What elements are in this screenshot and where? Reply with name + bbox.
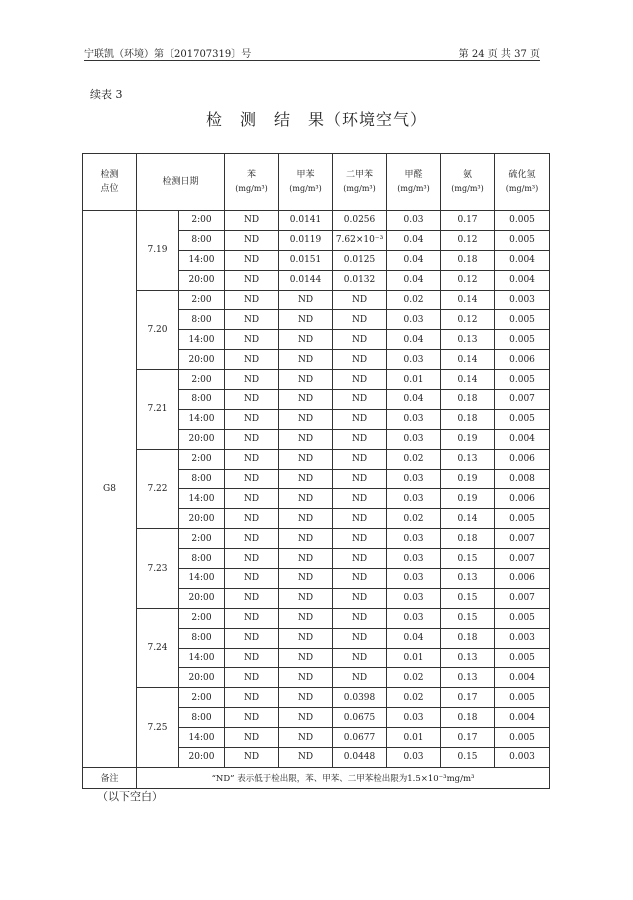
- value-cell: 0.004: [495, 429, 550, 449]
- value-cell: ND: [279, 390, 333, 410]
- value-cell: 0.03: [387, 469, 441, 489]
- value-cell: ND: [279, 569, 333, 589]
- value-cell: 0.03: [387, 748, 441, 768]
- value-cell: ND: [225, 728, 279, 748]
- note-row: [83, 767, 550, 788]
- value-cell: ND: [279, 310, 333, 330]
- value-cell: ND: [279, 290, 333, 310]
- value-cell: 0.03: [387, 608, 441, 628]
- value-cell: 0.13: [441, 648, 495, 668]
- time-cell: 14:00: [179, 648, 225, 668]
- value-cell: ND: [279, 469, 333, 489]
- value-cell: 0.004: [495, 668, 550, 688]
- date-cell: 7.23: [137, 529, 179, 609]
- value-cell: ND: [225, 449, 279, 469]
- value-cell: 0.02: [387, 688, 441, 708]
- report-number: 宁联凯（环境）第〔201707319〕号: [84, 49, 252, 60]
- value-cell: 0.04: [387, 628, 441, 648]
- page-title: 检 测 结 果（环境空气）: [205, 110, 427, 129]
- time-cell: 14:00: [179, 728, 225, 748]
- value-cell: 0.005: [495, 330, 550, 350]
- date-cell: 7.25: [137, 688, 179, 768]
- value-cell: 0.008: [495, 469, 550, 489]
- time-cell: 14:00: [179, 250, 225, 270]
- value-cell: ND: [333, 409, 387, 429]
- time-cell: 20:00: [179, 588, 225, 608]
- value-cell: 0.03: [387, 549, 441, 569]
- value-cell: 0.03: [387, 588, 441, 608]
- value-cell: 0.0151: [279, 250, 333, 270]
- value-cell: ND: [279, 688, 333, 708]
- value-cell: 0.03: [387, 529, 441, 549]
- value-cell: 0.0132: [333, 270, 387, 290]
- value-cell: ND: [225, 469, 279, 489]
- time-cell: 2:00: [179, 449, 225, 469]
- value-cell: 0.005: [495, 310, 550, 330]
- value-cell: ND: [225, 370, 279, 390]
- value-cell: ND: [333, 290, 387, 310]
- value-cell: 0.19: [441, 489, 495, 509]
- value-cell: 0.006: [495, 489, 550, 509]
- value-cell: ND: [333, 370, 387, 390]
- value-cell: ND: [333, 469, 387, 489]
- value-cell: ND: [279, 529, 333, 549]
- value-cell: ND: [279, 509, 333, 529]
- value-cell: 0.02: [387, 509, 441, 529]
- header-column: 硫化氢 (mg/m³): [495, 154, 550, 211]
- table-row: [83, 211, 550, 231]
- value-cell: ND: [225, 608, 279, 628]
- header-divider: [84, 60, 540, 61]
- value-cell: 0.02: [387, 449, 441, 469]
- table-row: [83, 449, 550, 469]
- table-row: [83, 608, 550, 628]
- value-cell: 0.18: [441, 409, 495, 429]
- value-cell: 0.005: [495, 409, 550, 429]
- value-cell: 0.003: [495, 748, 550, 768]
- value-cell: ND: [225, 549, 279, 569]
- value-cell: 0.18: [441, 708, 495, 728]
- value-cell: 0.03: [387, 310, 441, 330]
- value-cell: 0.003: [495, 628, 550, 648]
- value-cell: ND: [225, 748, 279, 768]
- value-cell: 0.004: [495, 708, 550, 728]
- value-cell: 0.007: [495, 529, 550, 549]
- value-cell: ND: [279, 350, 333, 370]
- value-cell: 0.005: [495, 728, 550, 748]
- value-cell: ND: [225, 588, 279, 608]
- time-cell: 8:00: [179, 549, 225, 569]
- header-column: 二甲苯 (mg/m³): [333, 154, 387, 211]
- table-row: [83, 290, 550, 310]
- value-cell: 0.004: [495, 270, 550, 290]
- value-cell: ND: [333, 429, 387, 449]
- value-cell: 0.18: [441, 390, 495, 410]
- blank-below-note: （以下空白）: [97, 790, 163, 803]
- value-cell: ND: [279, 489, 333, 509]
- value-cell: 0.12: [441, 310, 495, 330]
- time-cell: 14:00: [179, 489, 225, 509]
- value-cell: ND: [279, 409, 333, 429]
- value-cell: 0.04: [387, 250, 441, 270]
- value-cell: 0.03: [387, 429, 441, 449]
- value-cell: ND: [333, 648, 387, 668]
- value-cell: ND: [225, 409, 279, 429]
- value-cell: ND: [333, 588, 387, 608]
- value-cell: ND: [225, 230, 279, 250]
- results-table: [82, 153, 550, 789]
- value-cell: 0.01: [387, 648, 441, 668]
- date-cell: 7.22: [137, 449, 179, 529]
- value-cell: 0.15: [441, 588, 495, 608]
- value-cell: 0.01: [387, 728, 441, 748]
- value-cell: ND: [225, 688, 279, 708]
- value-cell: ND: [279, 449, 333, 469]
- value-cell: 0.005: [495, 509, 550, 529]
- value-cell: 0.005: [495, 648, 550, 668]
- value-cell: ND: [225, 628, 279, 648]
- time-cell: 20:00: [179, 429, 225, 449]
- value-cell: ND: [279, 648, 333, 668]
- value-cell: 0.0125: [333, 250, 387, 270]
- time-cell: 14:00: [179, 569, 225, 589]
- time-cell: 2:00: [179, 529, 225, 549]
- value-cell: 0.17: [441, 688, 495, 708]
- header-column: 苯 (mg/m³): [225, 154, 279, 211]
- value-cell: ND: [279, 608, 333, 628]
- value-cell: 0.19: [441, 469, 495, 489]
- header-column: 氨 (mg/m³): [441, 154, 495, 211]
- time-cell: 8:00: [179, 469, 225, 489]
- value-cell: 0.04: [387, 390, 441, 410]
- value-cell: 0.003: [495, 290, 550, 310]
- value-cell: 0.01: [387, 370, 441, 390]
- time-cell: 2:00: [179, 290, 225, 310]
- value-cell: ND: [279, 668, 333, 688]
- value-cell: 0.007: [495, 588, 550, 608]
- value-cell: ND: [279, 588, 333, 608]
- value-cell: ND: [279, 628, 333, 648]
- value-cell: ND: [333, 509, 387, 529]
- value-cell: 0.03: [387, 489, 441, 509]
- time-cell: 20:00: [179, 509, 225, 529]
- value-cell: 0.007: [495, 390, 550, 410]
- value-cell: ND: [333, 668, 387, 688]
- value-cell: 0.04: [387, 270, 441, 290]
- value-cell: ND: [279, 330, 333, 350]
- note-label: 备注: [83, 767, 137, 788]
- value-cell: ND: [225, 330, 279, 350]
- value-cell: 0.0448: [333, 748, 387, 768]
- header-column: 甲苯 (mg/m³): [279, 154, 333, 211]
- value-cell: 0.17: [441, 728, 495, 748]
- time-cell: 8:00: [179, 390, 225, 410]
- value-cell: ND: [279, 549, 333, 569]
- time-cell: 20:00: [179, 350, 225, 370]
- value-cell: 0.04: [387, 330, 441, 350]
- value-cell: 0.005: [495, 230, 550, 250]
- continued-table-label: 续表 3: [90, 88, 123, 101]
- time-cell: 14:00: [179, 409, 225, 429]
- value-cell: 0.0119: [279, 230, 333, 250]
- value-cell: 0.0141: [279, 211, 333, 231]
- value-cell: ND: [333, 310, 387, 330]
- value-cell: ND: [225, 509, 279, 529]
- time-cell: 8:00: [179, 628, 225, 648]
- date-cell: 7.21: [137, 370, 179, 450]
- value-cell: 0.15: [441, 549, 495, 569]
- header-point: 检测 点位: [83, 154, 137, 211]
- time-cell: 8:00: [179, 310, 225, 330]
- value-cell: 0.18: [441, 628, 495, 648]
- value-cell: ND: [333, 608, 387, 628]
- value-cell: 0.006: [495, 350, 550, 370]
- value-cell: 0.02: [387, 290, 441, 310]
- value-cell: 0.007: [495, 549, 550, 569]
- page-number: 第 24 页 共 37 页: [458, 49, 540, 60]
- header-date: 检测日期: [137, 154, 225, 211]
- value-cell: 0.13: [441, 449, 495, 469]
- value-cell: 0.004: [495, 250, 550, 270]
- date-cell: 7.24: [137, 608, 179, 688]
- value-cell: ND: [225, 290, 279, 310]
- value-cell: 0.04: [387, 230, 441, 250]
- table-row: [83, 529, 550, 549]
- time-cell: 20:00: [179, 748, 225, 768]
- value-cell: 0.005: [495, 688, 550, 708]
- value-cell: ND: [225, 489, 279, 509]
- header-column: 甲醛 (mg/m³): [387, 154, 441, 211]
- value-cell: 0.03: [387, 569, 441, 589]
- value-cell: ND: [225, 668, 279, 688]
- value-cell: 0.13: [441, 668, 495, 688]
- value-cell: 0.0256: [333, 211, 387, 231]
- value-cell: ND: [225, 708, 279, 728]
- date-cell: 7.20: [137, 290, 179, 370]
- note-text: “ND” 表示低于检出限，苯、甲苯、二甲苯检出限为1.5×10⁻³mg/m³: [137, 767, 550, 788]
- time-cell: 2:00: [179, 370, 225, 390]
- page-header: [84, 45, 540, 61]
- value-cell: ND: [225, 310, 279, 330]
- value-cell: 0.03: [387, 708, 441, 728]
- value-cell: 0.13: [441, 569, 495, 589]
- value-cell: 0.0144: [279, 270, 333, 290]
- value-cell: 0.15: [441, 608, 495, 628]
- value-cell: ND: [225, 648, 279, 668]
- value-cell: 0.006: [495, 569, 550, 589]
- value-cell: ND: [225, 429, 279, 449]
- value-cell: 0.0398: [333, 688, 387, 708]
- value-cell: ND: [279, 708, 333, 728]
- value-cell: ND: [333, 569, 387, 589]
- value-cell: 0.14: [441, 370, 495, 390]
- table-row: [83, 688, 550, 708]
- value-cell: ND: [279, 370, 333, 390]
- value-cell: ND: [333, 350, 387, 370]
- time-cell: 2:00: [179, 608, 225, 628]
- value-cell: ND: [225, 529, 279, 549]
- value-cell: 7.62×10⁻³: [333, 230, 387, 250]
- value-cell: 0.19: [441, 429, 495, 449]
- value-cell: 0.0675: [333, 708, 387, 728]
- value-cell: 0.18: [441, 250, 495, 270]
- time-cell: 2:00: [179, 688, 225, 708]
- value-cell: 0.12: [441, 230, 495, 250]
- time-cell: 8:00: [179, 708, 225, 728]
- value-cell: ND: [333, 330, 387, 350]
- value-cell: ND: [333, 628, 387, 648]
- table-row: [83, 370, 550, 390]
- value-cell: ND: [333, 549, 387, 569]
- value-cell: ND: [225, 569, 279, 589]
- value-cell: 0.14: [441, 350, 495, 370]
- value-cell: 0.006: [495, 449, 550, 469]
- value-cell: ND: [225, 390, 279, 410]
- value-cell: 0.17: [441, 211, 495, 231]
- value-cell: ND: [225, 350, 279, 370]
- value-cell: 0.18: [441, 529, 495, 549]
- value-cell: ND: [333, 529, 387, 549]
- value-cell: 0.005: [495, 370, 550, 390]
- value-cell: ND: [279, 728, 333, 748]
- value-cell: 0.12: [441, 270, 495, 290]
- point-cell: G8: [83, 211, 137, 768]
- value-cell: ND: [279, 748, 333, 768]
- value-cell: 0.02: [387, 668, 441, 688]
- value-cell: 0.005: [495, 608, 550, 628]
- value-cell: ND: [333, 390, 387, 410]
- value-cell: ND: [333, 449, 387, 469]
- value-cell: 0.14: [441, 290, 495, 310]
- value-cell: ND: [225, 250, 279, 270]
- date-cell: 7.19: [137, 211, 179, 291]
- value-cell: 0.03: [387, 211, 441, 231]
- value-cell: ND: [225, 270, 279, 290]
- value-cell: ND: [225, 211, 279, 231]
- value-cell: 0.13: [441, 330, 495, 350]
- value-cell: 0.03: [387, 409, 441, 429]
- time-cell: 20:00: [179, 668, 225, 688]
- value-cell: 0.005: [495, 211, 550, 231]
- value-cell: ND: [333, 489, 387, 509]
- value-cell: 0.03: [387, 350, 441, 370]
- time-cell: 20:00: [179, 270, 225, 290]
- time-cell: 8:00: [179, 230, 225, 250]
- time-cell: 2:00: [179, 211, 225, 231]
- time-cell: 14:00: [179, 330, 225, 350]
- table-header-row: [83, 154, 550, 211]
- value-cell: 0.15: [441, 748, 495, 768]
- value-cell: ND: [279, 429, 333, 449]
- value-cell: 0.0677: [333, 728, 387, 748]
- value-cell: 0.14: [441, 509, 495, 529]
